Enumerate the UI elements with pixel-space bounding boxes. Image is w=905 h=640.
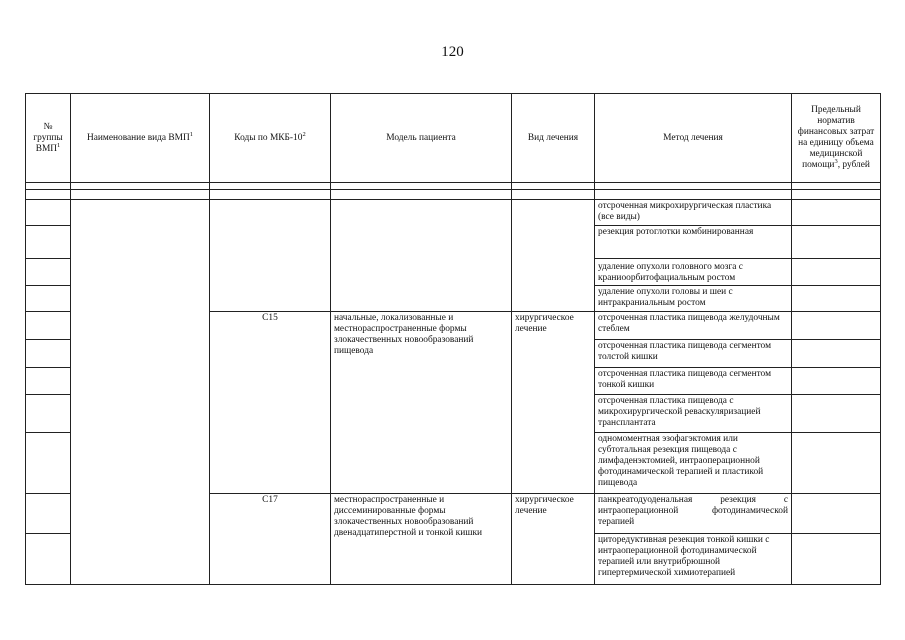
header-method: Метод лечения (595, 94, 792, 183)
cost-cell (792, 312, 881, 340)
method-cell: отсроченная пластика пищевода желудочным стеблем (595, 312, 792, 340)
spacer-cell (792, 183, 881, 190)
method-cell: циторедуктивная резекция тонкой кишки с интраоперационной фотодинамической терапией или внутрибрюшной гипертермической химиотерапией (595, 534, 792, 585)
method-cell: отсроченная микрохирургическая пластика (все виды) (595, 200, 792, 226)
method-cell: отсроченная пластика пищевода сегментом толстой кишки (595, 340, 792, 368)
spacer-cell (512, 183, 595, 190)
spacer-cell (595, 183, 792, 190)
code-c15: C15 (210, 312, 331, 494)
group-cell (26, 433, 71, 494)
method-cell: отсроченная пластика пищевода с микрохирургической реваскуляризацией трансплантата (595, 395, 792, 433)
method-cell: отсроченная пластика пищевода сегментом тонкой кишки (595, 368, 792, 395)
codes-cell (210, 200, 331, 312)
group-cell (26, 368, 71, 395)
treatment-cell: хирургическое лечение (512, 312, 595, 494)
cost-cell (792, 534, 881, 585)
spacer-cell (26, 190, 71, 200)
cost-cell (792, 286, 881, 312)
header-model: Модель пациента (331, 94, 512, 183)
page-number: 120 (441, 44, 464, 60)
spacer-cell (595, 190, 792, 200)
cost-cell (792, 433, 881, 494)
group-cell (26, 340, 71, 368)
spacer-cell (331, 190, 512, 200)
cost-cell (792, 368, 881, 395)
method-cell: одномоментная эзофагэктомия или субтотальная резекция пищевода с лимфаденэктомией, интраоперационной фотодинамической терапией и пластикой пищевода (595, 433, 792, 494)
spacer-cell (71, 190, 210, 200)
header-codes: Коды по МКБ-$10^2$ (210, 94, 331, 183)
spacer-cell (792, 190, 881, 200)
treatment-cell (512, 200, 595, 312)
table-row (26, 200, 881, 226)
method-cell: удаление опухоли головного мозга с краниоорбитофациальным ростом (595, 259, 792, 286)
spacer-cell (331, 183, 512, 190)
method-cell: панкреатодуоденальная резекция с интраоперационной фотодинамической терапией (595, 494, 792, 534)
spacer-cell (512, 190, 595, 200)
header-name: Наименование вида ВМП$^1$ (71, 94, 210, 183)
spacer-cell (71, 183, 210, 190)
group-cell (26, 534, 71, 585)
spacer-cell (26, 183, 71, 190)
column-number-row (26, 183, 881, 190)
group-cell (26, 200, 71, 226)
treatment-cell: хирургическое лечение (512, 494, 595, 585)
cost-cell (792, 259, 881, 286)
model-cell (331, 200, 512, 312)
method-cell: резекция ротоглотки комбинированная (595, 226, 792, 259)
spacer-cell (210, 190, 331, 200)
cost-cell (792, 395, 881, 433)
method-cell: удаление опухоли головы и шеи с интракраниальным ростом (595, 286, 792, 312)
cost-cell (792, 200, 881, 226)
group-cell (26, 395, 71, 433)
group-cell (26, 494, 71, 534)
group-cell (26, 259, 71, 286)
header-treatment: Вид лечения (512, 94, 595, 183)
spacer-cell (210, 183, 331, 190)
code-c17: C17 (210, 494, 331, 585)
table-header-row (26, 94, 881, 183)
header-cost: Предельный норматив финансовых затрат на единицу объема медицинской помощи$^3$, рублей (792, 94, 881, 183)
vmp-name-cell (71, 200, 210, 585)
vmp-table (25, 93, 881, 585)
group-cell (26, 286, 71, 312)
model-cell: начальные, локализованные и местнораспространенные формы злокачественных новообразований пищевода (331, 312, 512, 494)
header-group: № группы ВМП$^1$ (26, 94, 71, 183)
group-cell (26, 312, 71, 340)
cost-cell (792, 494, 881, 534)
cost-cell (792, 340, 881, 368)
cost-cell (792, 226, 881, 259)
model-cell: местнораспространенные и диссеминированные формы злокачественных новообразований двенадцатиперстной и тонкой кишки (331, 494, 512, 585)
gap-row (26, 190, 881, 200)
group-cell (26, 226, 71, 259)
